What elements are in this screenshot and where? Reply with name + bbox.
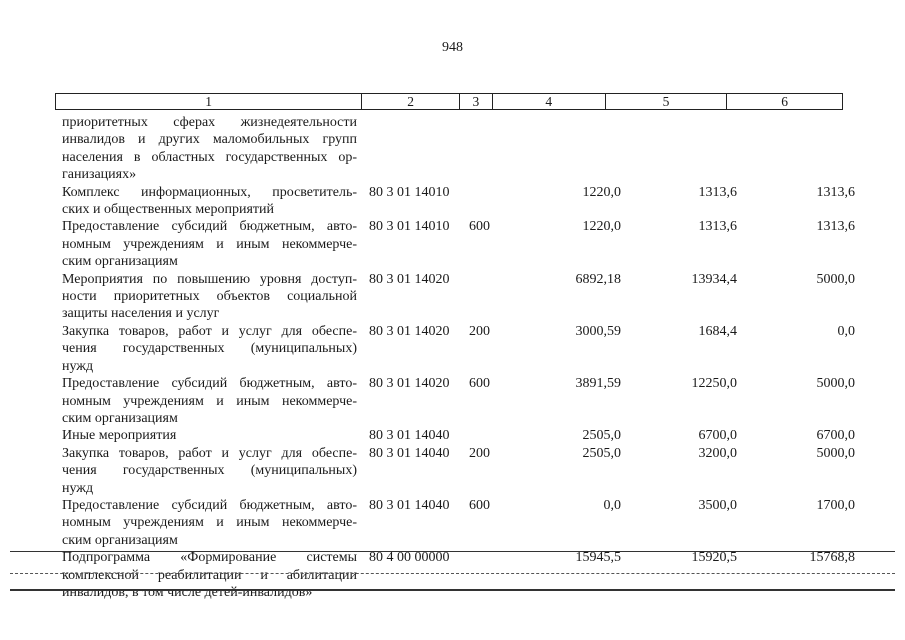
row-name <box>62 271 357 323</box>
table-body <box>0 114 905 601</box>
table-row <box>0 549 905 601</box>
row-name-line: приоритетных сферах жизнедеятельности <box>62 115 357 130</box>
row-name-line: населения в областных государственных ор- <box>62 149 357 165</box>
row-value-col5: 15920,5 <box>691 550 737 566</box>
row-code: 80 3 01 14040 <box>369 497 450 513</box>
row-name <box>62 445 357 497</box>
row-name-line: Предоставление субсидий бюджетным, авто- <box>62 376 357 392</box>
table-header-row <box>55 93 843 110</box>
table-row <box>0 427 905 444</box>
row-value-col6: 1700,0 <box>816 497 855 513</box>
row-name <box>62 427 357 444</box>
row-value-col5 <box>621 114 737 184</box>
row-name <box>62 218 357 270</box>
row-name-line: ским организациям <box>62 254 178 270</box>
table-row <box>0 323 905 375</box>
row-value-col5: 1313,6 <box>698 219 737 235</box>
row-name <box>62 497 357 549</box>
row-value-col5: 3500,0 <box>698 497 737 513</box>
row-name-line: чения государственных (муниципальных) <box>62 341 357 357</box>
row-name-line: Закупка товаров, работ и услуг для обеспе- <box>62 445 357 461</box>
row-name-line: Мероприятия по повышению уровня доступ- <box>62 271 357 287</box>
row-value-col4: 2505,0 <box>582 428 621 444</box>
row-value-col4: 1220,0 <box>582 184 621 200</box>
row-value-col4: 3891,59 <box>575 376 621 392</box>
row-value-col4: 1220,0 <box>582 219 621 235</box>
row-name-line: инвалидов и других маломобильных групп <box>62 132 357 148</box>
row-name-line: ским организациям <box>62 410 178 426</box>
row-name-line: ских и общественных мероприятий <box>62 202 275 218</box>
header-cell: 3 <box>460 94 493 109</box>
row-value-col5: 12250,0 <box>691 376 737 392</box>
row-name-line: номным учреждениям и иным некоммерче- <box>62 393 357 409</box>
table-row <box>0 445 905 497</box>
row-name <box>62 184 357 219</box>
row-value-col6: 6700,0 <box>816 428 855 444</box>
row-name-line: чения государственных (муниципальных) <box>62 463 357 479</box>
row-name-line: нужд <box>62 480 94 496</box>
row-name-line: нужд <box>62 358 94 374</box>
row-name-line: номным учреждениям и иным некоммерче- <box>62 515 357 531</box>
table-row <box>0 497 905 549</box>
row-name-line: Предоставление субсидий бюджетным, авто- <box>62 497 357 513</box>
row-code: 80 3 01 14020 <box>369 323 450 339</box>
row-name-line: ности приоритетных объектов социальной <box>62 289 357 305</box>
row-value-col5: 13934,4 <box>691 271 737 287</box>
header-cell: 6 <box>781 94 789 109</box>
row-name-line: комплексной реабилитации и абилитации <box>62 567 357 583</box>
table-row <box>0 271 905 323</box>
row-value-col6: 5000,0 <box>816 445 855 461</box>
row-value-col5: 1684,4 <box>698 323 737 339</box>
row-code: 80 3 01 14040 <box>369 428 450 444</box>
row-code <box>369 114 469 184</box>
row-value-col4: 3000,59 <box>575 323 621 339</box>
row-expense-type: 200 <box>469 323 490 339</box>
row-expense-type <box>469 427 503 444</box>
row-value-col5: 3200,0 <box>698 445 737 461</box>
table-row <box>0 218 905 270</box>
row-name-line: защиты населения и услуг <box>62 306 220 322</box>
header-cell: 2 <box>362 94 460 109</box>
page-number: 948 <box>442 40 463 55</box>
row-value-col6: 5000,0 <box>816 271 855 287</box>
row-code: 80 3 01 14040 <box>369 445 450 461</box>
row-name-line: Подпрограмма «Формирование системы <box>62 550 357 566</box>
row-value-col6: 0,0 <box>837 323 855 339</box>
row-name-line: Предоставление субсидий бюджетным, авто- <box>62 219 357 235</box>
row-expense-type <box>469 184 503 219</box>
row-name-line: ганизациях» <box>62 167 137 183</box>
row-value-col5: 6700,0 <box>698 428 737 444</box>
row-value-col6 <box>737 114 855 184</box>
row-value-col6: 1313,6 <box>816 184 855 200</box>
row-value-col4: 15945,5 <box>575 550 621 566</box>
row-expense-type <box>469 549 503 601</box>
row-code: 80 3 01 14020 <box>369 376 450 392</box>
row-value-col4: 6892,18 <box>575 271 621 287</box>
row-value-col6: 5000,0 <box>816 376 855 392</box>
row-value-col4: 2505,0 <box>582 445 621 461</box>
header-cell: 5 <box>606 94 728 109</box>
row-expense-type: 600 <box>469 376 490 392</box>
row-expense-type <box>469 114 503 184</box>
row-name-line: инвалидов, в том числе детей-инвалидов» <box>62 584 313 600</box>
row-value-col6: 1313,6 <box>816 219 855 235</box>
row-name-line: Комплекс информационных, просветитель- <box>62 184 357 200</box>
row-name-line: номным учреждениям и иным некоммерче- <box>62 236 357 252</box>
row-value-col4 <box>503 114 621 184</box>
table-rule <box>10 573 895 574</box>
row-code: 80 3 01 14020 <box>369 271 450 287</box>
table-row <box>0 184 905 219</box>
row-value-col4: 0,0 <box>603 497 621 513</box>
header-cell: 1 <box>56 94 362 109</box>
row-expense-type: 600 <box>469 219 490 235</box>
row-name <box>62 323 357 375</box>
row-name <box>62 114 357 184</box>
row-value-col5: 1313,6 <box>698 184 737 200</box>
row-name-line: Иные мероприятия <box>62 428 177 444</box>
row-code: 80 3 01 14010 <box>369 184 450 200</box>
table-rule <box>10 551 895 552</box>
row-code: 80 4 00 00000 <box>369 550 450 566</box>
row-name <box>62 549 357 601</box>
row-expense-type: 600 <box>469 497 490 513</box>
table-row <box>0 114 905 184</box>
row-name <box>62 375 357 427</box>
row-code: 80 3 01 14010 <box>369 219 450 235</box>
table-rule <box>10 589 895 591</box>
row-expense-type <box>469 271 503 323</box>
row-name-line: Закупка товаров, работ и услуг для обеспе- <box>62 323 357 339</box>
row-expense-type: 200 <box>469 445 490 461</box>
header-cell: 4 <box>493 94 606 109</box>
row-value-col6: 15768,8 <box>809 550 855 566</box>
table-row <box>0 375 905 427</box>
row-name-line: ским организациям <box>62 532 178 548</box>
